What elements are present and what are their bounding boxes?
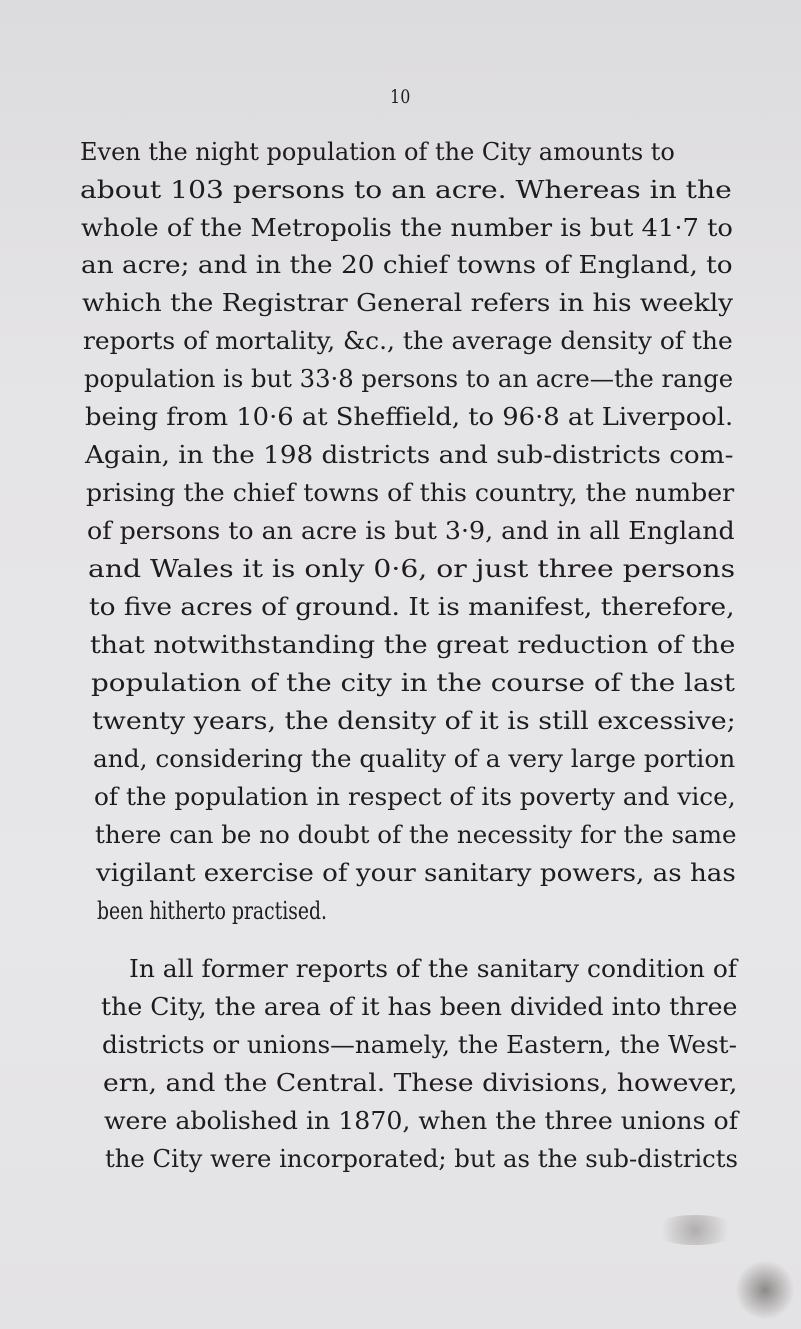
text-line: In all former reports of the sanitary condition of	[129, 955, 738, 983]
text-line: of persons to an acre is but 3·9, and in all England	[87, 517, 735, 545]
text-line: population is but 33·8 persons to an acre—the range	[84, 365, 734, 393]
text-line: the City, the area of it has been divided into three	[101, 993, 738, 1021]
text-line: that notwithstanding the great reduction of the	[90, 631, 736, 659]
text-line: population of the city in the course of the last	[91, 669, 735, 697]
text-line: whole of the Metropolis the number is but 41·7 to	[81, 214, 733, 242]
text-line: prising the chief towns of this country, the number	[86, 479, 735, 507]
text-line: the City were incorporated; but as the sub-districts	[105, 1145, 738, 1173]
text-line: about 103 persons to an acre. Whereas in the	[80, 176, 732, 204]
text-line: of the population in respect of its poverty and vice,	[94, 783, 736, 811]
text-line: vigilant exercise of your sanitary powers, as has	[96, 859, 736, 887]
text-line: and, considering the quality of a very large portion	[93, 745, 736, 773]
text-line: and Wales it is only 0·6, or just three persons	[88, 555, 736, 583]
text-line: districts or unions—namely, the Eastern, the West-	[102, 1031, 737, 1059]
text-line: to five acres of ground. It is manifest, therefore,	[89, 593, 735, 621]
foxing-stain	[650, 1215, 740, 1245]
text-line: being from 10·6 at Sheffield, to 96·8 at Liverpool.	[85, 403, 734, 431]
text-line: there can be no doubt of the necessity for the same	[95, 821, 737, 849]
text-line: Again, in the 198 districts and sub-districts com-	[85, 441, 734, 469]
text-line: been hitherto practised.	[97, 897, 327, 925]
page-number: 10	[390, 86, 411, 108]
text-line: Even the night population of the City amounts to	[80, 138, 675, 166]
text-line: which the Registrar General refers in his weekly	[82, 289, 734, 317]
text-line: ern, and the Central. These divisions, however,	[103, 1069, 738, 1097]
text-line: an acre; and in the 20 chief towns of England, to	[81, 251, 733, 279]
text-line: twenty years, the density of it is still excessive;	[92, 707, 736, 735]
foxing-stain	[735, 1260, 795, 1320]
text-line: reports of mortality, &c., the average density of the	[83, 327, 733, 355]
text-line: were abolished in 1870, when the three unions of	[104, 1107, 739, 1135]
